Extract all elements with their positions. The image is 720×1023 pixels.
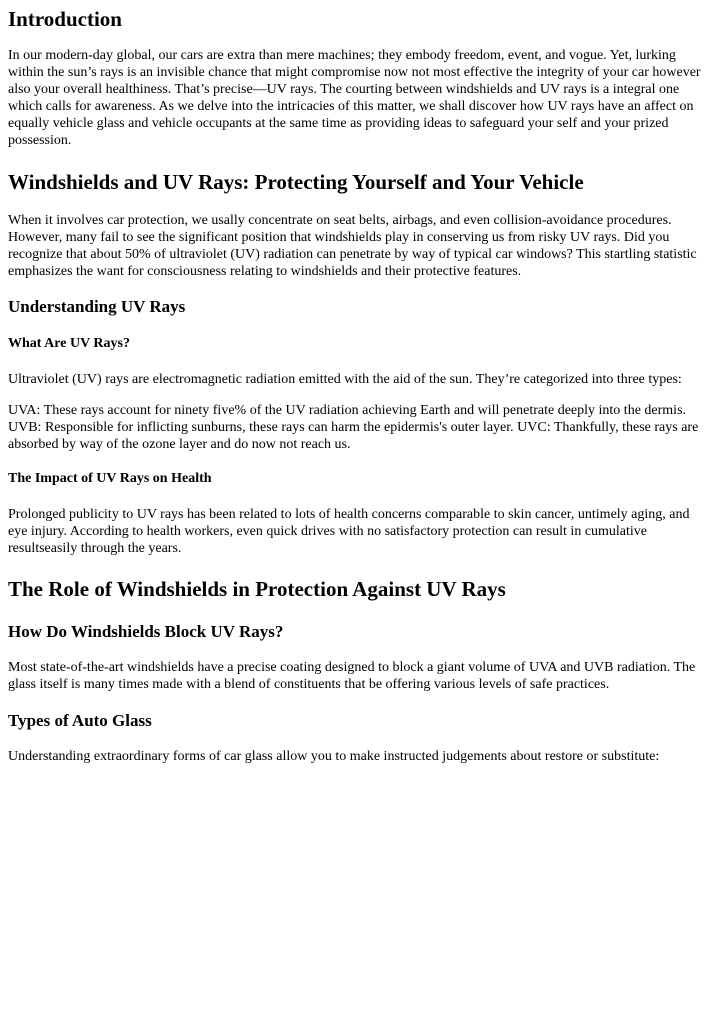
windshields-heading: Windshields and UV Rays: Protecting Yourself and Your Vehicle: [8, 170, 584, 194]
types-of-auto-glass-heading: Types of Auto Glass: [8, 711, 152, 730]
what-are-uv-heading: What Are UV Rays?: [8, 336, 130, 351]
impact-heading: The Impact of UV Rays on Health: [8, 471, 212, 486]
what-are-uv-paragraph: Ultraviolet (UV) rays are electromagnetic radiation emitted with the aid of the sun. They’re categorized into three types:: [8, 372, 682, 387]
types-of-auto-glass-paragraph: Understanding extraordinary forms of car glass allow you to make instructed judgements about restore or substitute:: [8, 749, 660, 764]
understanding-uv-heading: Understanding UV Rays: [8, 297, 186, 316]
introduction-paragraph: In our modern-day global, our cars are extra than mere machines; they embody freedom, event, and vogue. Yet, lurking within the sun’s rays is an invisible chance that might compromise now not most effective the integrity of your car however also your overall healthiness. That’s precise—UV rays. The courting between windshields and UV rays is a integral one which calls for awareness. As we delve into the intricacies of this matter, we shall discover how UV rays have an affect on equally vehicle glass and vehicle occupants at the same time as providing ideas to safeguard your self and your prized possession.: [8, 48, 701, 148]
impact-paragraph: Prolonged publicity to UV rays has been related to lots of health concerns comparable to skin cancer, untimely aging, and eye injury. According to health workers, even quick drives with no satisfactory protection can result in cumulative resultseasily through the years.: [8, 507, 690, 556]
windshields-paragraph: When it involves car protection, we usally concentrate on seat belts, airbags, and even collision-avoidance procedures. However, many fail to see the significant position that windshields play in conserving us from risky UV rays. Did you recognize that about 50% of ultraviolet (UV) radiation can penetrate by way of typical car windows? This startling statistic emphasizes the want for consciousness relating to windshields and their protective features.: [8, 213, 697, 279]
article: [0, 6, 712, 765]
introduction-heading: Introduction: [8, 7, 122, 31]
role-of-windshields-heading: The Role of Windshields in Protection Against UV Rays: [8, 577, 506, 601]
how-windshields-block-paragraph: Most state-of-the-art windshields have a precise coating designed to block a giant volume of UVA and UVB radiation. The glass itself is many times made with a blend of constituents that be offering various levels of safe practices.: [8, 660, 696, 692]
how-windshields-block-heading: How Do Windshields Block UV Rays?: [8, 622, 284, 641]
uv-types-paragraph: UVA: These rays account for ninety five% of the UV radiation achieving Earth and will penetrate deeply into the dermis. UVB: Responsible for inflicting sunburns, these rays can harm the epidermis's outer layer. UVC: Thankfully, these rays are absorbed by way of the ozone layer and do now not reach us.: [8, 403, 699, 452]
